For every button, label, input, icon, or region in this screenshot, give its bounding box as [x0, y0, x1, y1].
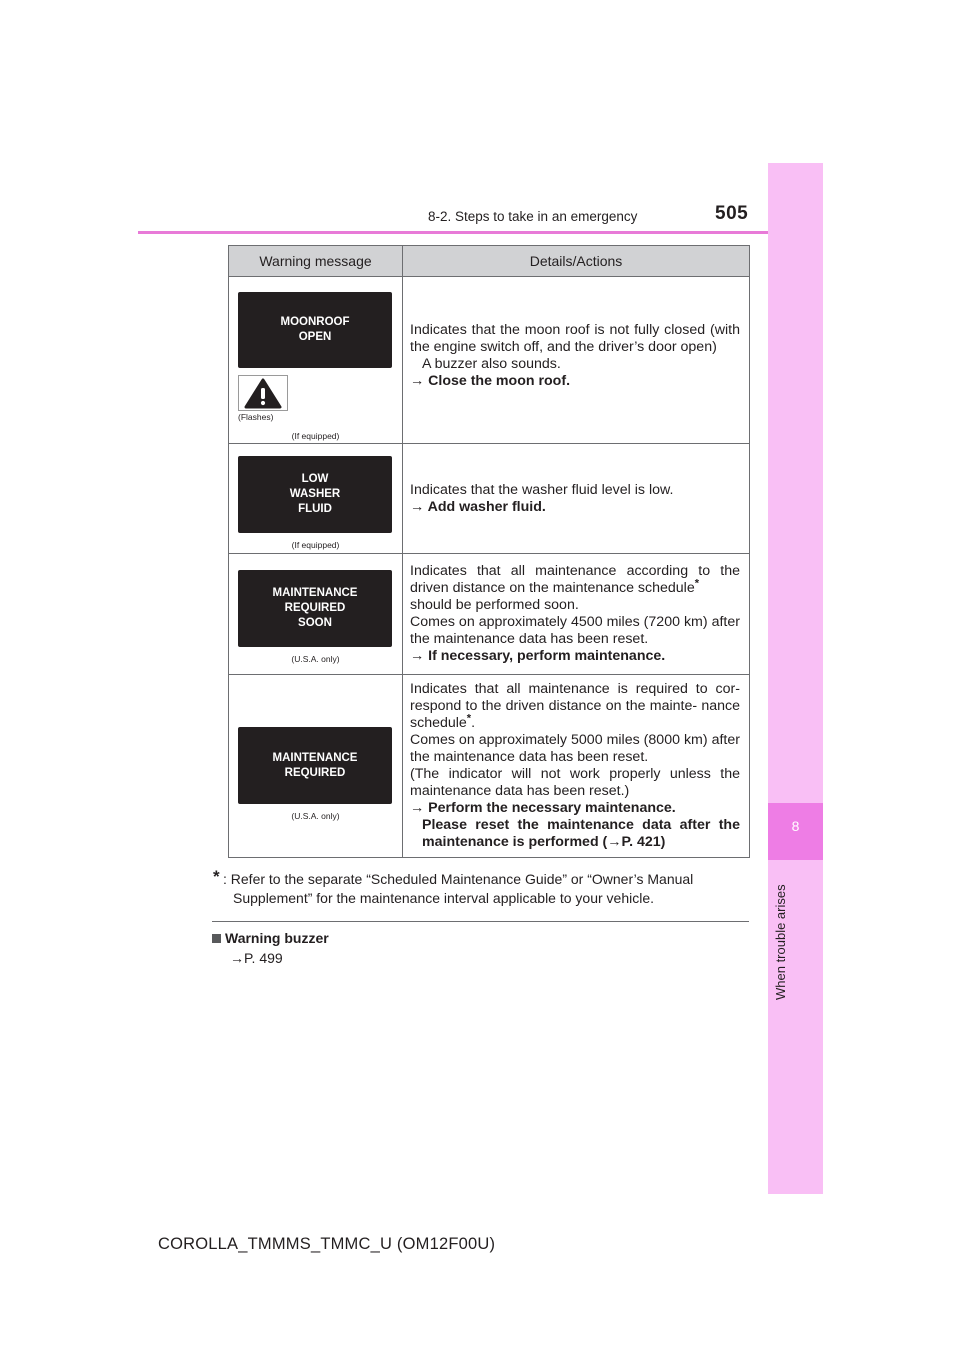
details-cell — [403, 277, 750, 444]
chapter-title-vertical — [773, 884, 788, 1002]
page-reference-link[interactable]: →P. 499 — [230, 950, 283, 966]
warning-triangle-icon — [238, 375, 288, 411]
table-row — [229, 675, 750, 858]
details-text-part: Indicates that all maintenance is required to cor- respond to the driven distance on the mainte- nance schedule — [410, 681, 740, 731]
chapter-title: When trouble arises — [773, 884, 788, 1000]
table-row — [229, 554, 750, 675]
table-row — [229, 444, 750, 554]
message-image-cell — [229, 444, 403, 554]
footnote — [213, 867, 750, 908]
bullet-square-icon — [212, 934, 221, 943]
footnote-star: * — [213, 867, 220, 886]
header-details-actions: Details/Actions — [403, 246, 750, 277]
header-rule — [138, 231, 823, 234]
usa-only-caption: (U.S.A. only) — [291, 654, 340, 664]
flashes-label: (Flashes) — [238, 412, 274, 422]
chapter-side-tab — [768, 163, 823, 1194]
details-text — [410, 681, 740, 732]
warning-message-table — [228, 245, 750, 858]
table-header-row — [229, 246, 750, 277]
action-text: → Add washer fluid. — [410, 498, 546, 515]
maintenance-required-display: MAINTENANCE REQUIRED — [238, 727, 392, 804]
footnote-text-2: Supplement” for the maintenance interval applicable to your vehicle. — [233, 890, 655, 906]
details-extra: A buzzer also sounds. — [422, 356, 561, 372]
action-text-2: Please reset the maintenance data after the maintenance is performed (→P. 421) — [422, 817, 740, 850]
table-row — [229, 277, 750, 444]
message-image-cell — [229, 554, 403, 675]
footnote-marker: * — [694, 577, 700, 590]
details-text-3: Comes on approximately 5000 miles (8000 km) after the maintenance data has been reset. — [410, 732, 740, 765]
action-text: → If necessary, perform maintenance. — [410, 648, 666, 664]
details-text — [410, 563, 740, 597]
section-divider — [212, 921, 749, 922]
action-text: → Perform the necessary maintenance. — [410, 800, 676, 816]
message-image-cell — [229, 277, 403, 444]
message-image-cell — [229, 675, 403, 858]
details-text: Indicates that the washer fluid level is low. — [410, 481, 674, 498]
details-cell — [403, 444, 750, 554]
document-footer: COROLLA_TMMMS_TMMC_U (OM12F00U) — [158, 1235, 496, 1253]
details-text: Indicates that the moon roof is not fully closed (with the engine switch off, and the driver’s door open) — [410, 322, 740, 355]
low-washer-fluid-display: LOW WASHER FLUID — [238, 456, 392, 533]
details-cell — [403, 675, 750, 858]
details-cell — [403, 554, 750, 675]
warning-buzzer-heading — [212, 930, 329, 946]
moonroof-open-display: MOONROOF OPEN — [238, 292, 392, 368]
if-equipped-caption: (If equipped) — [291, 540, 340, 550]
maintenance-required-soon-display: MAINTENANCE REQUIRED SOON — [238, 570, 392, 647]
details-text-part: Indicates that all maintenance according to the driven distance on the maintenance schedule — [410, 563, 740, 596]
header-warning-message: Warning message — [229, 246, 403, 277]
if-equipped-caption: (If equipped) — [291, 431, 340, 441]
usa-only-caption: (U.S.A. only) — [291, 811, 340, 821]
warning-buzzer-title: Warning buzzer — [225, 930, 329, 946]
footnote-marker: * — [466, 712, 472, 725]
footnote-text: : Refer to the separate “Scheduled Maintenance Guide” or “Owner’s Manual — [223, 871, 694, 887]
section-title: 8-2. Steps to take in an emergency — [428, 209, 638, 224]
chapter-number: 8 — [791, 818, 800, 834]
details-text-3: Comes on approximately 4500 miles (7200 km) after the maintenance data has been reset. — [410, 614, 740, 647]
details-text-2: should be performed soon. — [410, 597, 579, 613]
details-text-4: (The indicator will not work properly unless the maintenance data has been reset.) — [410, 766, 740, 799]
page-number: 505 — [715, 203, 749, 224]
details-text-period: . — [471, 715, 476, 731]
action-text: → Close the moon roof. — [410, 373, 571, 389]
